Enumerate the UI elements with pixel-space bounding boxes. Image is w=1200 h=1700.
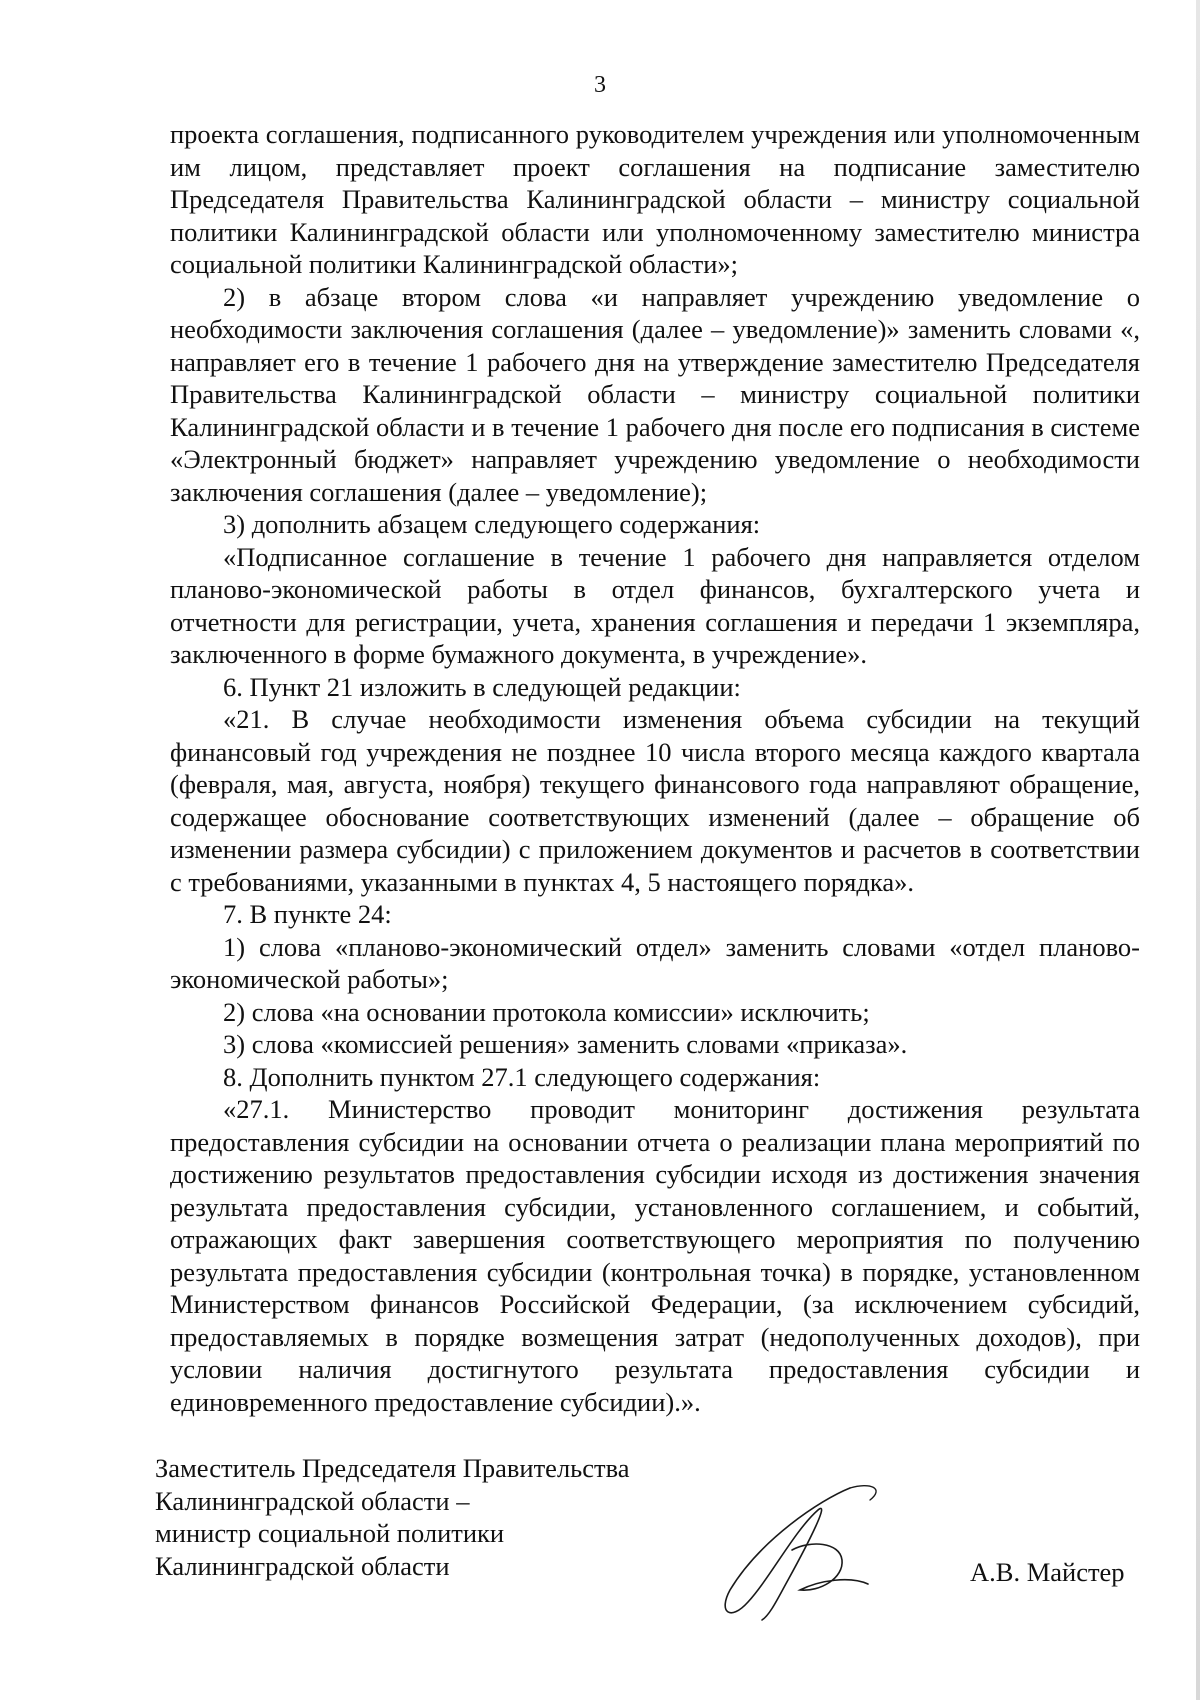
paragraph: 6. Пункт 21 изложить в следующей редакции: [223,671,741,702]
signatory-title [155,1452,630,1582]
paragraph: 2) в абзаце втором слова «и направляет учреждению уведомление о необходимости заключения соглашения (далее – уведомление)» заменить словами «, направляет его в течение 1 рабочего дня на утверждение заместителю Председателя Правительства Калининградской области – министру социальной политики Калининградской области и в течение 1 рабочего дня после его подписания в системе «Электронный бюджет» направляет учреждению уведомление о необходимости заключения соглашения (далее – уведомление); [170,281,1140,507]
signatory-name: А.В. Майстер [970,1557,1125,1587]
paragraph: «27.1. Министерство проводит мониторинг достижения результата предоставления субсидии на основании отчета о реализации плана мероприятий по достижению результатов предоставления субсидии исходя из достижения значения результата предоставления субсидии, установленного соглашением, и событий, отражающих факт завершения соответствующего мероприятия по получению результата предоставления субсидии (контрольная точка) в порядке, установленном Министерством финансов Российской Федерации, (за исключением субсидий, предоставляемых в порядке возмещения затрат (недополученных доходов), при условии наличия достигнутого результата предоставления субсидии и единовременного предоставление субсидии).». [170,1094,1140,1417]
paragraph: 1) слова «планово-экономический отдел» заменить словами «отдел планово-экономической работы»; [170,931,1140,994]
signatory-title-line: Калининградской области – [155,1485,470,1516]
signatory-title-line: министр социальной политики [155,1518,505,1548]
handwritten-signature [700,1480,910,1630]
paragraph: «21. В случае необходимости изменения объема субсидии на текущий финансовый год учреждения не позднее 10 числа второго месяца каждого квартала (февраля, мая, августа, ноября) текущего финансового года направляют обращение, содержащее обоснование соответствующих изменений (далее – обращение об изменении размера субсидии) с приложением документов и расчетов в соответствии с требованиями, указанными в пунктах 4, 5 настоящего порядка». [170,704,1140,897]
paragraph: 8. Дополнить пунктом 27.1 следующего содержания: [223,1061,821,1092]
page-number: 3 [594,72,606,98]
document-body [170,118,1140,1418]
paragraph: проекта соглашения, подписанного руководителем учреждения или уполномоченным им лицом, представляет проект соглашения на подписание заместителю Председателя Правительства Калининградской области – министру социальной политики Калининградской области или уполномоченному заместителю министра социальной политики Калининградской области»; [170,119,1140,279]
signatory-title-line: Заместитель Председателя Правительства [155,1453,630,1483]
paragraph: «Подписанное соглашение в течение 1 рабочего дня направляется отделом планово-экономической работы в отдел финансов, бухгалтерского учета и отчетности для регистрации, учета, хранения соглашения и передачи 1 экземпляра, заключенного в форме бумажного документа, в учреждение». [170,541,1140,669]
signatory-title-line: Калининградской области [155,1550,450,1581]
paragraph: 7. В пункте 24: [223,899,392,929]
paragraph: 3) дополнить абзацем следующего содержания: [223,509,761,539]
paragraph: 2) слова «на основании протокола комиссии» исключить; [223,996,870,1027]
paragraph: 3) слова «комиссией решения» заменить словами «приказа». [223,1029,908,1059]
scan-edge [1196,0,1200,1700]
